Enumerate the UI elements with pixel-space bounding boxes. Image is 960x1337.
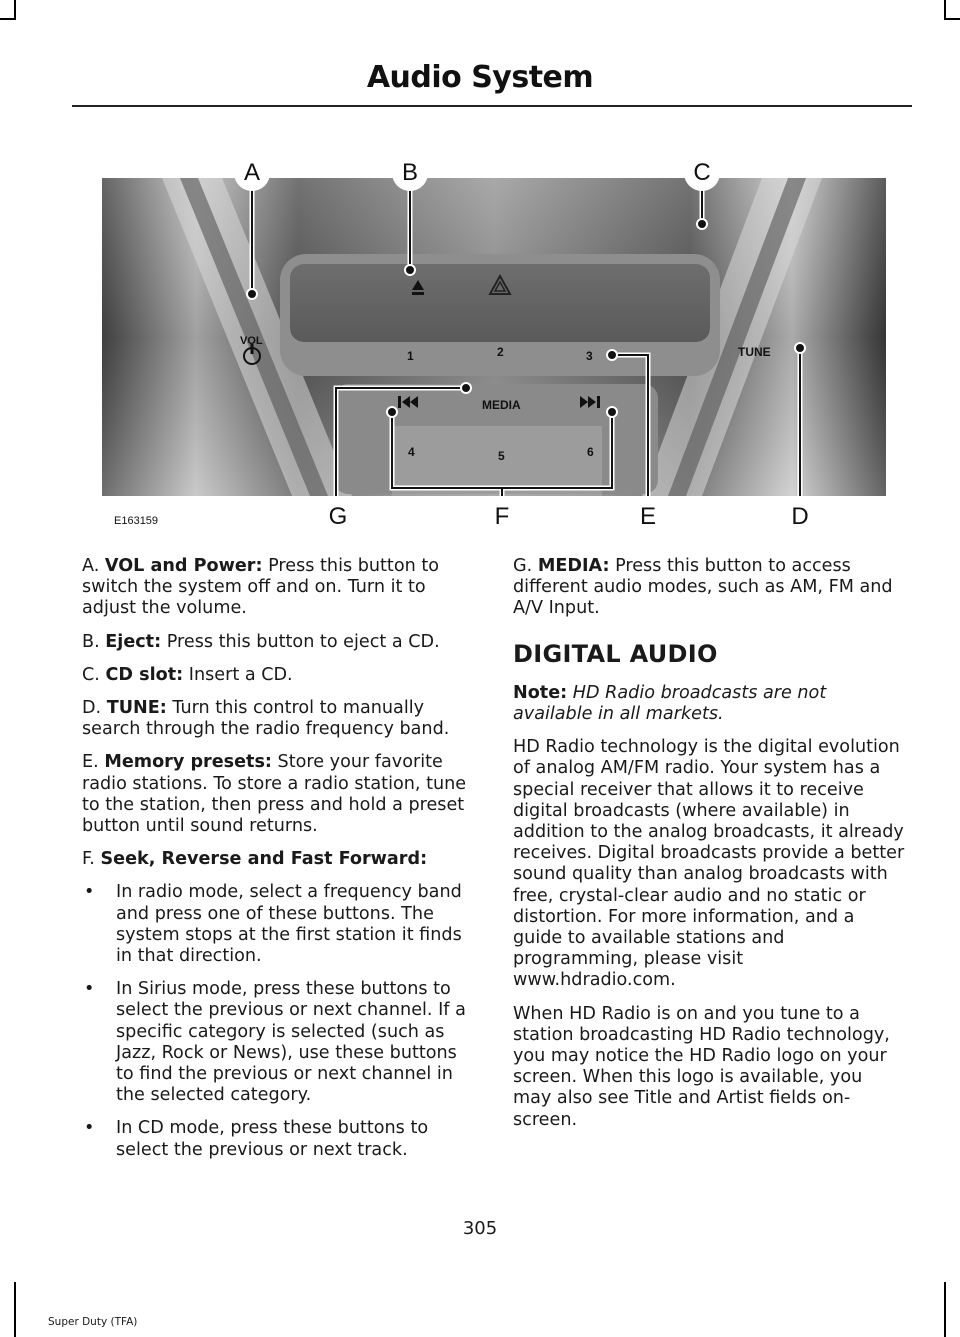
seek-bullet-list <box>82 882 474 1160</box>
callout-dot <box>607 407 617 417</box>
callout-dot <box>405 265 415 275</box>
note-label: Note: <box>513 682 568 703</box>
audio-unit-figure <box>102 178 886 496</box>
callout-dot <box>461 383 471 393</box>
item-f: F. Seek, Reverse and Fast Forward: <box>82 849 428 870</box>
page-title: Audio System <box>366 60 594 95</box>
left-column <box>82 556 474 1173</box>
term-vol-power: VOL and Power: <box>104 556 263 576</box>
preset-4-label: 4 <box>408 445 415 459</box>
term-media: MEDIA: <box>537 556 610 576</box>
list-item: • In CD mode, press these buttons to select the previous or next track. <box>84 1118 429 1160</box>
preset-1-label: 1 <box>407 349 414 363</box>
term-memory-presets: Memory presets: <box>104 752 272 773</box>
callout-e: E <box>630 499 666 535</box>
crop-mark <box>944 0 946 20</box>
crop-mark <box>944 1282 946 1337</box>
item-e: E. Memory presets: Store your favorite radio stations. To store a radio station, tune to the station, then press and hold a preset button until sound returns. <box>82 752 467 837</box>
callout-b: B <box>392 155 428 191</box>
figure-id: E163159 <box>114 515 159 527</box>
callout-dot <box>387 407 397 417</box>
vol-label: VOL <box>240 335 263 347</box>
item-d: D. TUNE: Turn this control to manually search through the radio frequency band. <box>82 698 450 740</box>
crop-mark <box>0 18 16 20</box>
preset-5-label: 5 <box>498 449 505 463</box>
callout-a: A <box>234 155 270 191</box>
callout-c: C <box>684 155 720 191</box>
item-c: C. CD slot: Insert a CD. <box>82 664 293 685</box>
preset-2-label: 2 <box>497 345 504 359</box>
item-a: A. VOL and Power: Press this button to switch the system off and on. Turn it to adjust the volume. <box>82 556 440 619</box>
title-divider <box>72 105 912 107</box>
callout-dot <box>795 343 805 353</box>
footer-text: Super Duty (TFA) <box>48 1316 138 1328</box>
crop-mark <box>14 0 16 20</box>
paragraph: HD Radio technology is the digital evolution of analog AM/FM radio. Your system has a special receiver that allows it to receive digital broadcasts (where available) in addition to the analog broadcasts, it already receives. Digital broadcasts provide a better sound quality than analog broadcasts with free, crystal-clear audio and no static or distortion. For more information, and a guide to available stations and programming, please visit www.hdradio.com. <box>513 737 905 991</box>
section-heading: DIGITAL AUDIO <box>513 639 718 668</box>
callout-f: F <box>484 499 520 535</box>
crop-mark <box>14 1282 16 1337</box>
item-b: B. Eject: Press this button to eject a CD. <box>82 631 440 652</box>
callout-g: G <box>320 499 356 535</box>
term-eject: Eject: <box>105 631 162 652</box>
note <box>513 683 905 725</box>
list-item: • In Sirius mode, press these buttons to select the previous or next channel. If a specific category is selected (such as Jazz, Rock or News), use these buttons to find the previous or next channel in the selected category. <box>84 979 466 1106</box>
term-seek: Seek, Reverse and Fast Forward: <box>100 849 428 870</box>
media-label: MEDIA <box>482 398 521 412</box>
callout-dot <box>697 219 707 229</box>
item-g: G. MEDIA: Press this button to access different audio modes, such as AM, FM and A/V Input. <box>513 556 893 619</box>
paragraph: When HD Radio is on and you tune to a station broadcasting HD Radio technology, you may notice the HD Radio logo on your screen. When this logo is available, you may also see Title and Artist fields on-screen. <box>513 1003 890 1130</box>
callout-d: D <box>782 499 818 535</box>
callout-dot <box>247 289 257 299</box>
list-item: • In radio mode, select a frequency band and press one of these buttons. The system stops at the first station it finds in that direction. <box>84 882 462 967</box>
crop-mark <box>944 18 960 20</box>
term-tune: TUNE: <box>106 698 167 719</box>
term-cd-slot: CD slot: <box>105 664 184 685</box>
preset-6-label: 6 <box>587 445 594 459</box>
tune-label: TUNE <box>738 345 771 359</box>
audio-unit-drawing <box>102 178 886 496</box>
note-text: HD Radio broadcasts are not available in all markets. <box>513 682 827 725</box>
page-number: 305 <box>462 1218 498 1239</box>
right-column <box>513 556 905 1143</box>
preset-3-label: 3 <box>586 349 593 363</box>
callout-dot <box>607 350 617 360</box>
